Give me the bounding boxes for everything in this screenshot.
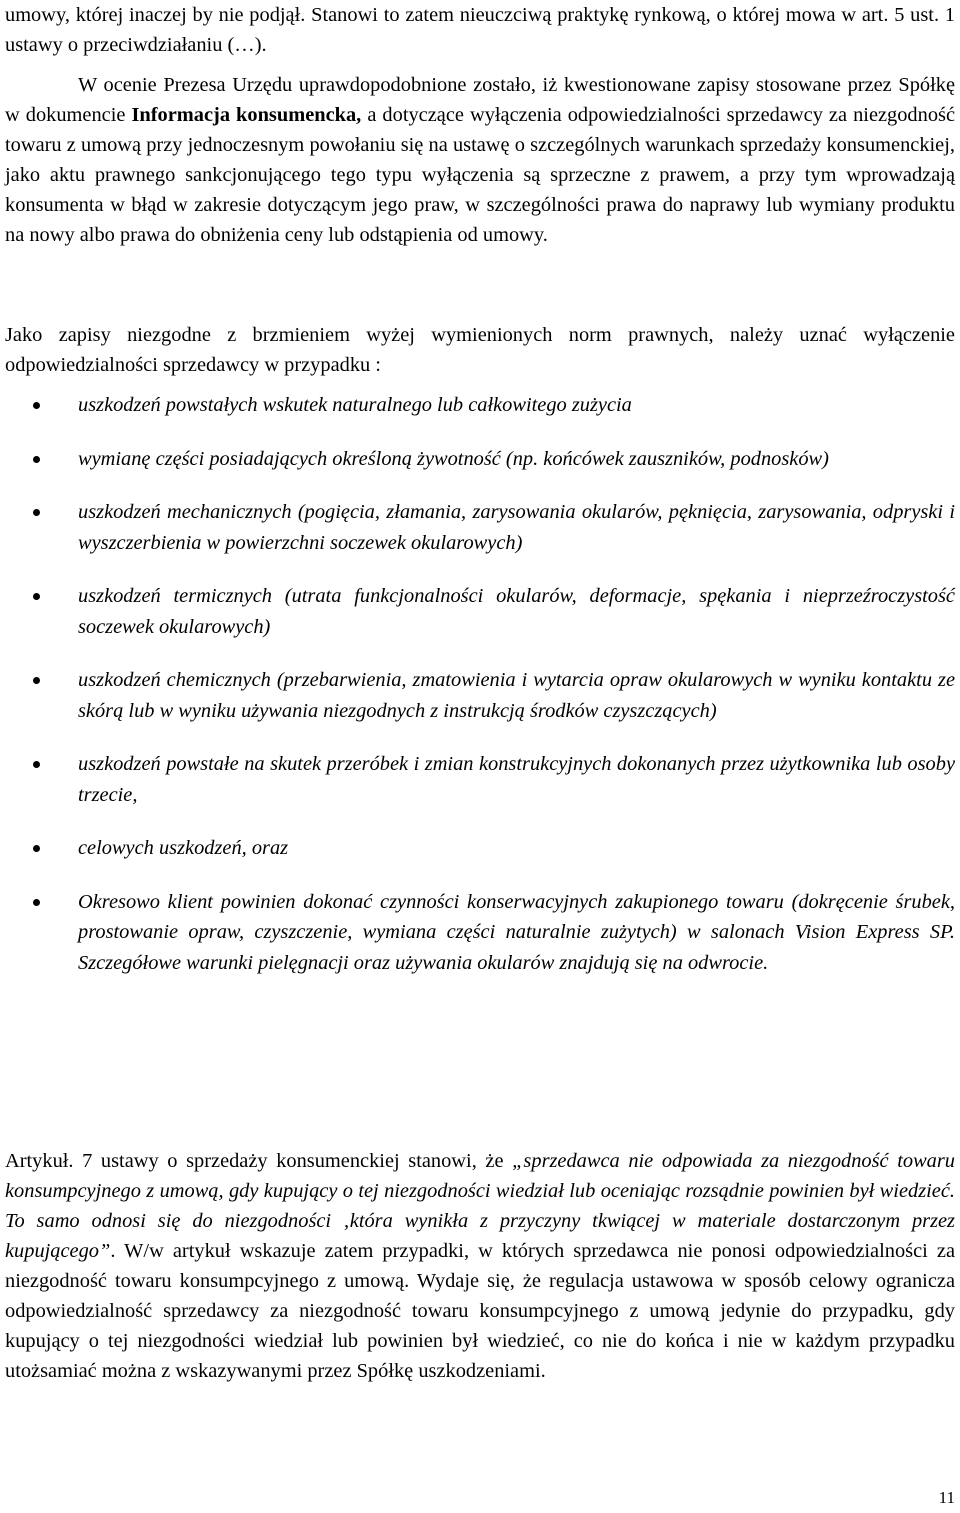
bullet-icon: [33, 593, 40, 600]
paragraph-article-7: [5, 1146, 955, 1386]
list-item-text: wymianę części posiadających określoną żywotność (np. końcówek zauszników, podnosków): [78, 447, 829, 470]
bullet-icon: [33, 456, 40, 463]
paragraph-president-opinion: [5, 70, 955, 250]
page-number: 11: [938, 1488, 955, 1507]
paragraph-text: W ocenie Prezesa Urzędu uprawdopodobnione zostało, iż kwestionowane zapisy stosowane przez Spółkę w dokumencie: [5, 74, 955, 126]
paragraph-text: a dotyczące wyłączenia odpowiedzialności sprzedawcy za niezgodność towaru z umową przy jednoczesnym powołaniu się na ustawę o szczególnych warunkach sprzedaży konsumenckiej, jako aktu prawnego sankcjonującego tego typu wyłączenia są sprzeczne z prawem, a przy tym wprowadzają konsumenta w błąd w zakresie dotyczącym jego praw, w szczególności prawa do naprawy lub wymiany produktu na nowy albo prawa do obniżenia ceny lub odstąpienia od umowy.: [5, 104, 956, 246]
bullet-icon: [33, 677, 40, 684]
bullet-icon: [33, 761, 40, 768]
paragraph-list-intro: Jako zapisy niezgodne z brzmieniem wyżej wymienionych norm prawnych, należy uznać wyłączenie odpowiedzialności sprzedawcy w przypadku :: [5, 324, 955, 376]
bullet-icon: [33, 845, 40, 852]
bullet-icon: [33, 509, 40, 516]
list-item: [0, 749, 955, 810]
list-item-text: uszkodzeń powstałych wskutek naturalnego lub całkowitego zużycia: [78, 394, 632, 416]
list-item: [0, 581, 955, 642]
list-item-text: uszkodzeń mechanicznych (pogięcia, złamania, zarysowania okularów, pęknięcia, zarysowania, odpryski i wyszczerbienia w powierzchni soczewek okularowych): [78, 501, 955, 554]
list-item-text: uszkodzeń powstałe na skutek przeróbek i zmian konstrukcyjnych dokonanych przez użytkownika lub osoby trzecie,: [78, 753, 955, 806]
bullet-icon: [33, 402, 40, 409]
list-item-text: uszkodzeń chemicznych (przebarwienia, zmatowienia i wytarcia opraw okularowych w wyniku kontaktu ze skórą lub w wyniku używania niezgodnych z instrukcją środków czyszczących): [78, 669, 955, 722]
bullet-icon: [33, 899, 40, 906]
list-item: [0, 497, 955, 558]
document-title-bold: Informacja konsumencka,: [131, 104, 362, 126]
list-item: [0, 665, 955, 726]
list-item: [0, 444, 955, 475]
list-item: [0, 887, 955, 979]
list-item: [0, 833, 955, 864]
list-item-text: Okresowo klient powinien dokonać czynności konserwacyjnych zakupionego towaru (dokręcenie śrubek, prostowanie opraw, czyszczenie, wymiana części naturalnie zużytych) w salonach Vision Express SP. Szczegółowe warunki pielęgnacji oraz używania okularów znajdują się na odwrocie.: [78, 890, 955, 974]
article-quote: „sprzedawca nie odpowiada za niezgodność towaru konsumpcyjnego z umową, gdy kupujący o tej niezgodności wiedział lub oceniając rozsądnie powinien był wiedzieć. To samo odnosi się do niezgodności ‚która wynikła z przyczyny tkwiącej w materiale dostarczonym przez kupującego”: [5, 1150, 955, 1262]
list-item: [0, 390, 955, 421]
paragraph-intro: umowy, której inaczej by nie podjął. Stanowi to zatem nieuczciwą praktykę rynkową, o której mowa w art. 5 ust. 1 ustawy o przeciwdziałaniu (…).: [5, 4, 955, 56]
exclusions-list: [0, 390, 960, 1001]
paragraph-text: Artykuł. 7 ustawy o sprzedaży konsumenckiej stanowi, że: [5, 1150, 513, 1172]
paragraph-text: . W/w artykuł wskazuje zatem przypadki, w których sprzedawca nie ponosi odpowiedzialności za niezgodność towaru konsumpcyjnego z umową. Wydaje się, że regulacja ustawowa w sposób celowy ogranicza odpowiedzialność sprzedawcy za niezgodność towaru konsumpcyjnego z umową jedynie do przypadku, gdy kupujący o tej niezgodności wiedział lub powinien był wiedzieć, co nie do końca i nie w każdym przypadku utożsamiać można z wskazywanymi przez Spółkę uszkodzeniami.: [5, 1240, 955, 1382]
list-item-text: uszkodzeń termicznych (utrata funkcjonalności okularów, deformacje, spękania i nieprzeźroczystość soczewek okularowych): [78, 585, 955, 638]
list-item-text: celowych uszkodzeń, oraz: [78, 837, 289, 859]
